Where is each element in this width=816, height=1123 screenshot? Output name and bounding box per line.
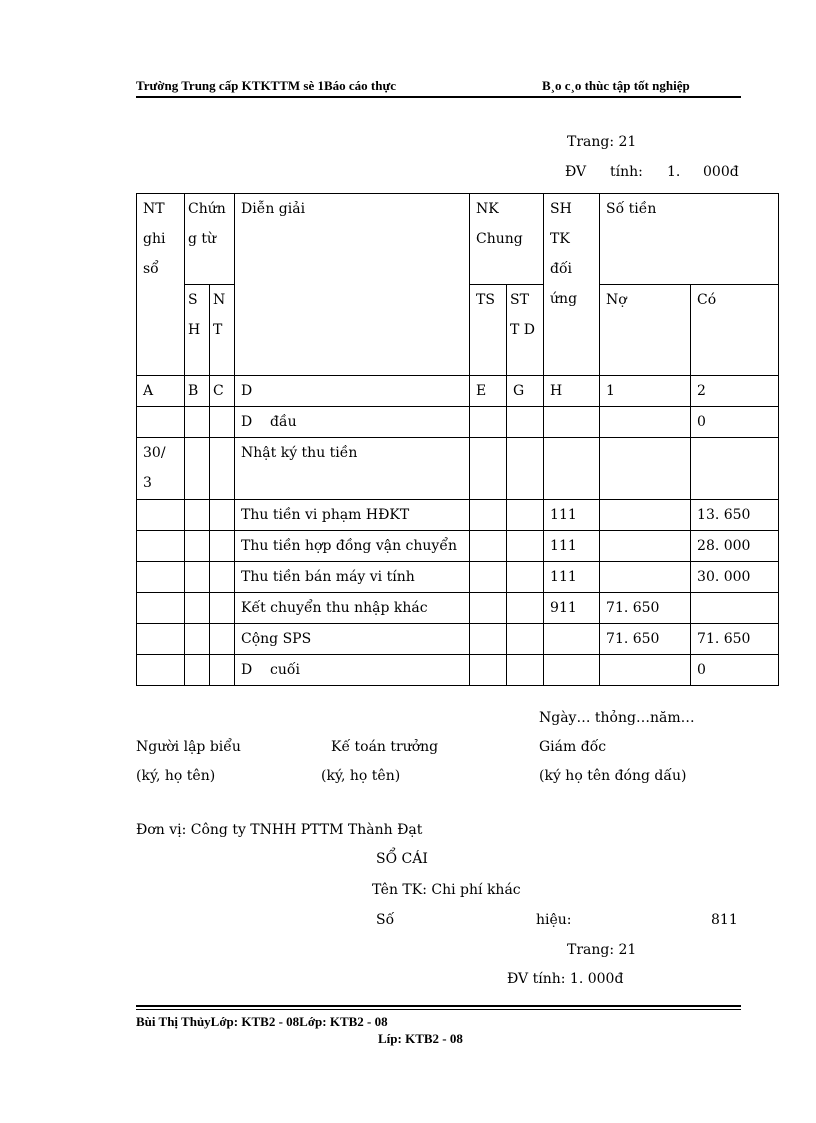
header-left: Trường Trung cấp KTKTTM sè 1Báo cáo thực — [136, 78, 397, 93]
row-credit — [691, 438, 779, 500]
row-date — [137, 407, 185, 438]
unit-n2: 000đ — [703, 164, 739, 180]
account-number: 811 — [711, 912, 738, 928]
row-date — [137, 531, 185, 562]
row-account — [544, 655, 600, 686]
table-row — [137, 562, 779, 593]
page-number: Trang: 21 — [567, 134, 637, 150]
table-row — [137, 407, 779, 438]
header-dien-giai: Diễn giải — [235, 194, 470, 376]
table-row — [137, 531, 779, 562]
row-debit — [600, 438, 691, 500]
row-credit — [691, 593, 779, 624]
row-desc: Nhật ký thu tiền — [235, 438, 470, 500]
row-debit: 71. 650 — [600, 593, 691, 624]
row-account: 111 — [544, 531, 600, 562]
row-debit — [600, 531, 691, 562]
accountant-label: Kế toán trưởng — [331, 739, 439, 755]
row-credit: 0 — [691, 407, 779, 438]
unit-name: Đơn vị: Công ty TNHH PTTM Thành Đạt — [136, 822, 423, 838]
row-date — [137, 624, 185, 655]
preparer-label: Người lập biểu — [136, 739, 241, 755]
footer-line2: Líp: KTB2 - 08 — [378, 1031, 463, 1046]
table-row — [137, 438, 779, 500]
table-row — [137, 593, 779, 624]
header-co: Có — [691, 285, 779, 376]
row-date — [137, 500, 185, 531]
header-so-tien: Số tiền — [600, 194, 779, 285]
row-debit — [600, 500, 691, 531]
row-desc: D cuối — [235, 655, 470, 686]
date-line: Ngày… thỏng…năm… — [539, 710, 695, 726]
header-std: ST T D — [507, 285, 544, 376]
header-ts: TS — [470, 285, 507, 376]
row-account: 911 — [544, 593, 600, 624]
account-hieu-label: hiệu: — [536, 912, 572, 928]
code-cell: G — [507, 376, 544, 407]
unit-calc: ĐV tính: 1. 000đ — [507, 971, 624, 987]
preparer-sign: (ký, họ tên) — [136, 768, 216, 784]
code-cell: 1 — [600, 376, 691, 407]
code-cell: A — [137, 376, 185, 407]
row-credit: 0 — [691, 655, 779, 686]
row-desc: Cộng SPS — [235, 624, 470, 655]
row-credit: 13. 650 — [691, 500, 779, 531]
table-row — [137, 655, 779, 686]
code-row — [137, 376, 779, 407]
header-nt: NT ghi sổ — [137, 194, 185, 376]
row-debit — [600, 562, 691, 593]
director-sign: (ký họ tên đóng dấu) — [539, 768, 687, 784]
row-date — [137, 655, 185, 686]
row-desc: Thu tiền hợp đồng vận chuyển — [235, 531, 470, 562]
header-sh-tk: SH TK đối ứng — [544, 194, 600, 376]
account-so-label: Số — [376, 912, 395, 928]
header-right: B¸o c¸o thùc tập tốt nghiệp — [542, 78, 690, 93]
code-cell: D — [235, 376, 470, 407]
row-account: 111 — [544, 562, 600, 593]
table-row — [137, 500, 779, 531]
row-desc: Thu tiền vi phạm HĐKT — [235, 500, 470, 531]
row-debit: 71. 650 — [600, 624, 691, 655]
ledger-title: SỔ CÁI — [376, 851, 428, 867]
header-sh: S H — [185, 285, 210, 376]
account-name: Tên TK: Chi phí khác — [372, 882, 521, 898]
row-date — [137, 593, 185, 624]
unit-word: tính: — [610, 164, 643, 180]
row-account: 111 — [544, 500, 600, 531]
row-account — [544, 407, 600, 438]
director-label: Giám đốc — [539, 739, 607, 755]
code-cell: 2 — [691, 376, 779, 407]
row-credit: 71. 650 — [691, 624, 779, 655]
row-credit: 28. 000 — [691, 531, 779, 562]
row-desc: D đầu — [235, 407, 470, 438]
footer-line1: Bùi Thị ThủyLớp: KTB2 - 08Lớp: KTB2 - 08 — [136, 1014, 388, 1029]
header-nt2: N T — [210, 285, 235, 376]
code-cell: C — [210, 376, 235, 407]
accountant-sign: (ký, họ tên) — [321, 768, 401, 784]
row-desc: Kết chuyển thu nhập khác — [235, 593, 470, 624]
code-cell: B — [185, 376, 210, 407]
unit-n1: 1. — [667, 164, 681, 180]
row-account — [544, 624, 600, 655]
row-debit — [600, 655, 691, 686]
row-date — [137, 562, 185, 593]
header-nk-chung: NK Chung — [470, 194, 544, 285]
row-desc: Thu tiền bán máy vi tính — [235, 562, 470, 593]
footer-rule-top — [136, 1005, 741, 1007]
unit-label: ĐV — [565, 164, 587, 180]
header-rule — [136, 96, 741, 98]
code-cell: H — [544, 376, 600, 407]
page-number-2: Trang: 21 — [567, 942, 637, 958]
header-chung-tu: Chứng từ — [185, 194, 235, 285]
ledger-table — [136, 193, 779, 686]
row-date: 30/ 3 — [137, 438, 185, 500]
row-debit — [600, 407, 691, 438]
row-credit: 30. 000 — [691, 562, 779, 593]
header-no: Nợ — [600, 285, 691, 376]
table-row-total — [137, 624, 779, 655]
row-account — [544, 438, 600, 500]
footer-rule-bottom — [136, 1009, 741, 1010]
code-cell: E — [470, 376, 507, 407]
